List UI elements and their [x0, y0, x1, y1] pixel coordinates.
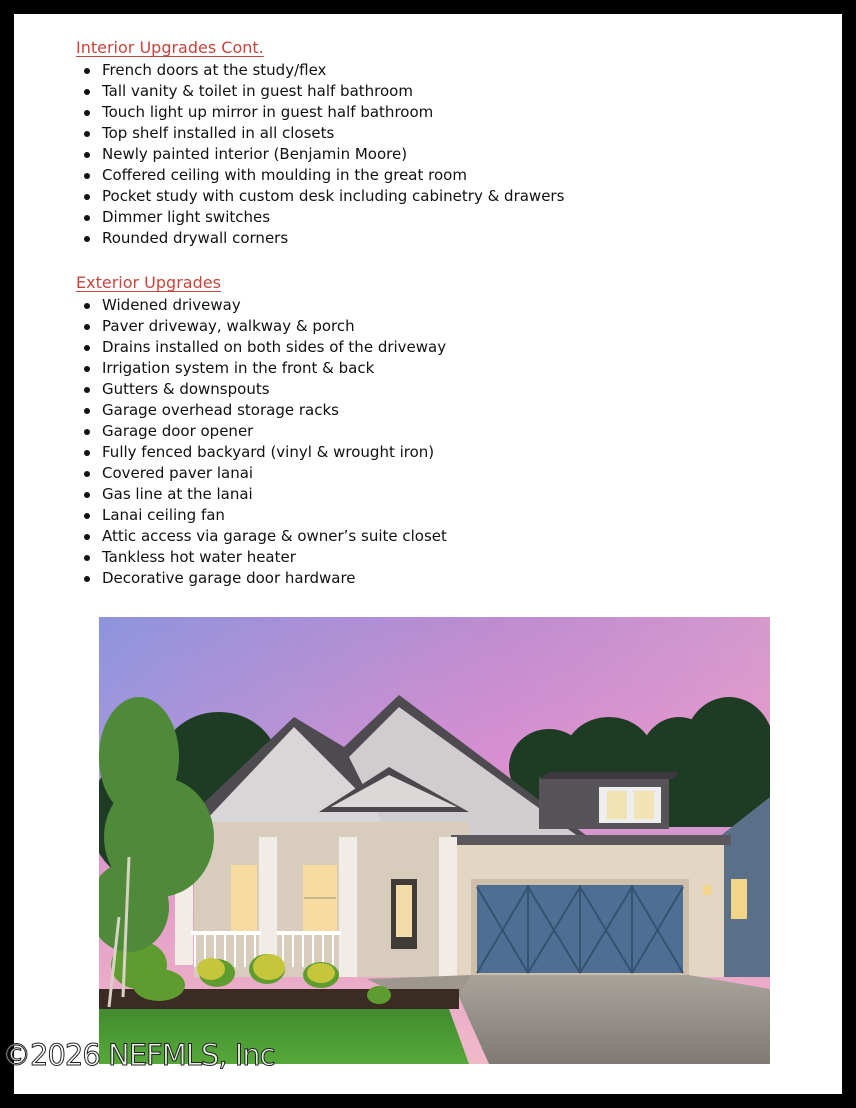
list-item: Decorative garage door hardware — [102, 568, 447, 589]
list-item: Pocket study with custom desk including cabinetry & drawers — [102, 187, 565, 205]
list-item: Irrigation system in the front & back — [102, 358, 447, 379]
list-item: Fully fenced backyard (vinyl & wrought iron) — [102, 442, 447, 463]
list-item: Garage overhead storage racks — [102, 400, 447, 421]
list-item: Attic access via garage & owner’s suite closet — [102, 527, 447, 545]
list-item: Paver driveway, walkway & porch — [102, 316, 447, 337]
list-item: Touch light up mirror in guest half bathroom — [102, 102, 564, 123]
list-item: Top shelf installed in all closets — [102, 123, 564, 144]
list-item: Rounded drywall corners — [102, 228, 564, 249]
list-item: Covered paver lanai — [102, 463, 447, 484]
list-item: Widened driveway — [102, 295, 447, 316]
exterior-upgrades-title: Exterior Upgrades — [76, 273, 221, 292]
list-item: Coffered ceiling with moulding in the great room — [102, 165, 564, 186]
list-item: Lanai ceiling fan — [102, 505, 447, 526]
interior-upgrades-title: Interior Upgrades Cont. — [76, 38, 264, 57]
copyright-watermark: ©2026 NEFMLS, Inc — [2, 1038, 275, 1072]
list-item: Garage door opener — [102, 421, 447, 442]
list-item: Tankless hot water heater — [102, 547, 447, 568]
list-item: Drains installed on both sides of the driveway — [102, 338, 447, 356]
list-item: Gas line at the lanai — [102, 484, 447, 505]
document-page — [14, 14, 842, 1094]
exterior-upgrades-list — [76, 295, 447, 589]
list-item: Newly painted interior (Benjamin Moore) — [102, 144, 564, 165]
list-item: Tall vanity & toilet in guest half bathroom — [102, 81, 564, 102]
house-exterior-photo — [99, 617, 770, 1064]
interior-upgrades-list — [76, 60, 564, 249]
list-item: Dimmer light switches — [102, 207, 564, 228]
list-item: Gutters & downspouts — [102, 379, 447, 400]
list-item: French doors at the study/flex — [102, 60, 564, 81]
